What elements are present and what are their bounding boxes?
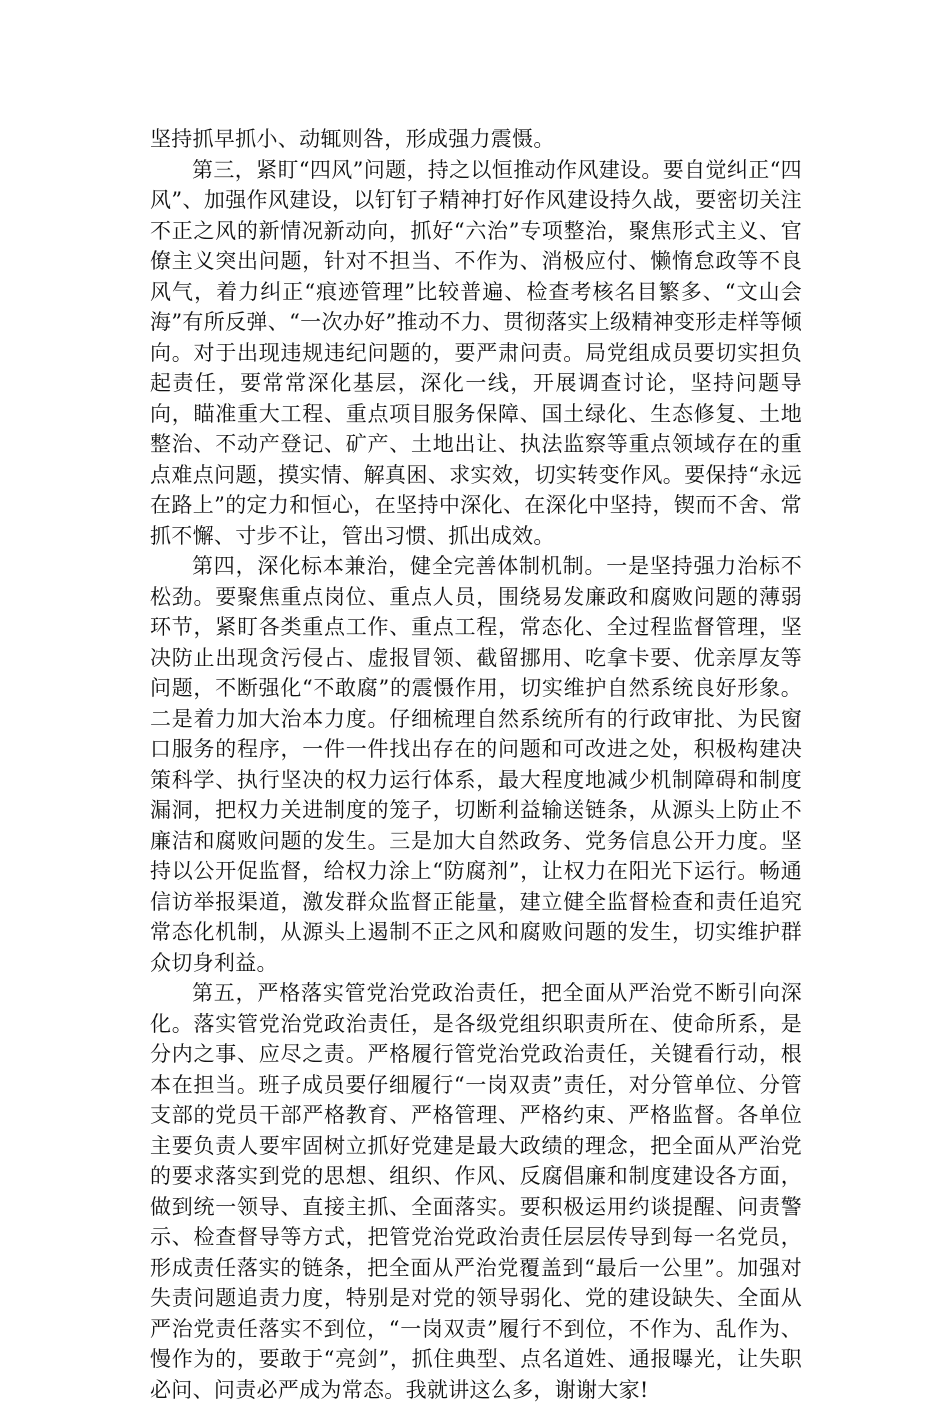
- paragraph-fifth-point: 第五，严格落实管党治党政治责任，把全面从严治党不断引向深化。落实管党治党政治责任，是各级党组织职责所在、使命所系，是分内之事、应尽之责。严格履行管党治党政治责任，关键看行动，根本在担当。班子成员要仔细履行“一岗双责”责任，对分管单位、分管支部的党员干部严格教育、严格管理、严格约束、严格监督。各单位主要负责人要牢固树立抓好党建是最大政绩的理念，把全面从严治党的要求落实到党的思想、组织、作风、反腐倡廉和制度建设各方面，做到统一领导、直接主抓、全面落实。要积极运用约谈提醒、问责警示、检查督导等方式，把管党治党政治责任层层传导到每一名党员，形成责任落实的链条，把全面从严治党覆盖到“最后一公里”。加强对失责问题追责力度，特别是对党的领导弱化、党的建设缺失、全面从严治党责任落实不到位，“一岗双责”履行不到位，不作为、乱作为、慢作为的，要敢于“亮剑”，抓住典型、点名道姓、通报曝光，让失职必问、问责必严成为常态。我就讲这么多，谢谢大家!: [150, 981, 802, 1402]
- paragraph-third-point: 第三，紧盯“四风”问题，持之以恒推动作风建设。要自觉纠正“四风”、加强作风建设，以钉钉子精神打好作风建设持久战，要密切关注不正之风的新情况新动向，抓好“六治”专项整治，聚焦形式主义、官僚主义突出问题，针对不担当、不作为、消极应付、懒惰怠政等不良风气，着力纠正“痕迹管理”比较普遍、检查考核名目繁多、“文山会海”有所反弹、“一次办好”推动不力、贯彻落实上级精神变形走样等倾向。对于出现违规违纪问题的，要严肃问责。局党组成员要切实担负起责任，要常常深化基层，深化一线，开展调查讨论，坚持问题导向，瞄准重大工程、重点项目服务保障、国土绿化、生态修复、土地整治、不动产登记、矿产、土地出让、执法监察等重点领域存在的重点难点问题，摸实情、解真困、求实效，切实转变作风。要保持“永远在路上”的定力和恒心，在坚持中深化、在深化中坚持，锲而不舍、常抓不懈、寸步不让，管出习惯、抓出成效。: [150, 157, 802, 548]
- paragraph-continuation: 坚持抓早抓小、动辄则咎，形成强力震慑。: [150, 127, 555, 151]
- paragraph-fourth-point: 第四，深化标本兼治，健全完善体制机制。一是坚持强力治标不松劲。要聚焦重点岗位、重点人员，围绕易发廉政和腐败问题的薄弱环节，紧盯各类重点工作、重点工程，常态化、全过程监督管理，坚决防止出现贪污侵占、虚报冒领、截留挪用、吃拿卡要、优亲厚友等问题，不断强化“不敢腐”的震慑作用，切实维护自然系统良好形象。二是着力加大治本力度。仔细梳理自然系统所有的行政审批、为民窗口服务的程序，一件一件找出存在的问题和可改进之处，积极构建决策科学、执行坚决的权力运行体系，最大程度地减少机制障碍和制度漏洞，把权力关进制度的笼子，切断利益输送链条，从源头上防止不廉洁和腐败问题的发生。三是加大自然政务、党务信息公开力度。坚持以公开促监督，给权力涂上“防腐剂”，让权力在阳光下运行。畅通信访举报渠道，激发群众监督正能量，建立健全监督检查和责任追究常态化机制，从源头上遏制不正之风和腐败问题的发生，切实维护群众切身利益。: [150, 554, 802, 975]
- document-body: [150, 124, 802, 1405]
